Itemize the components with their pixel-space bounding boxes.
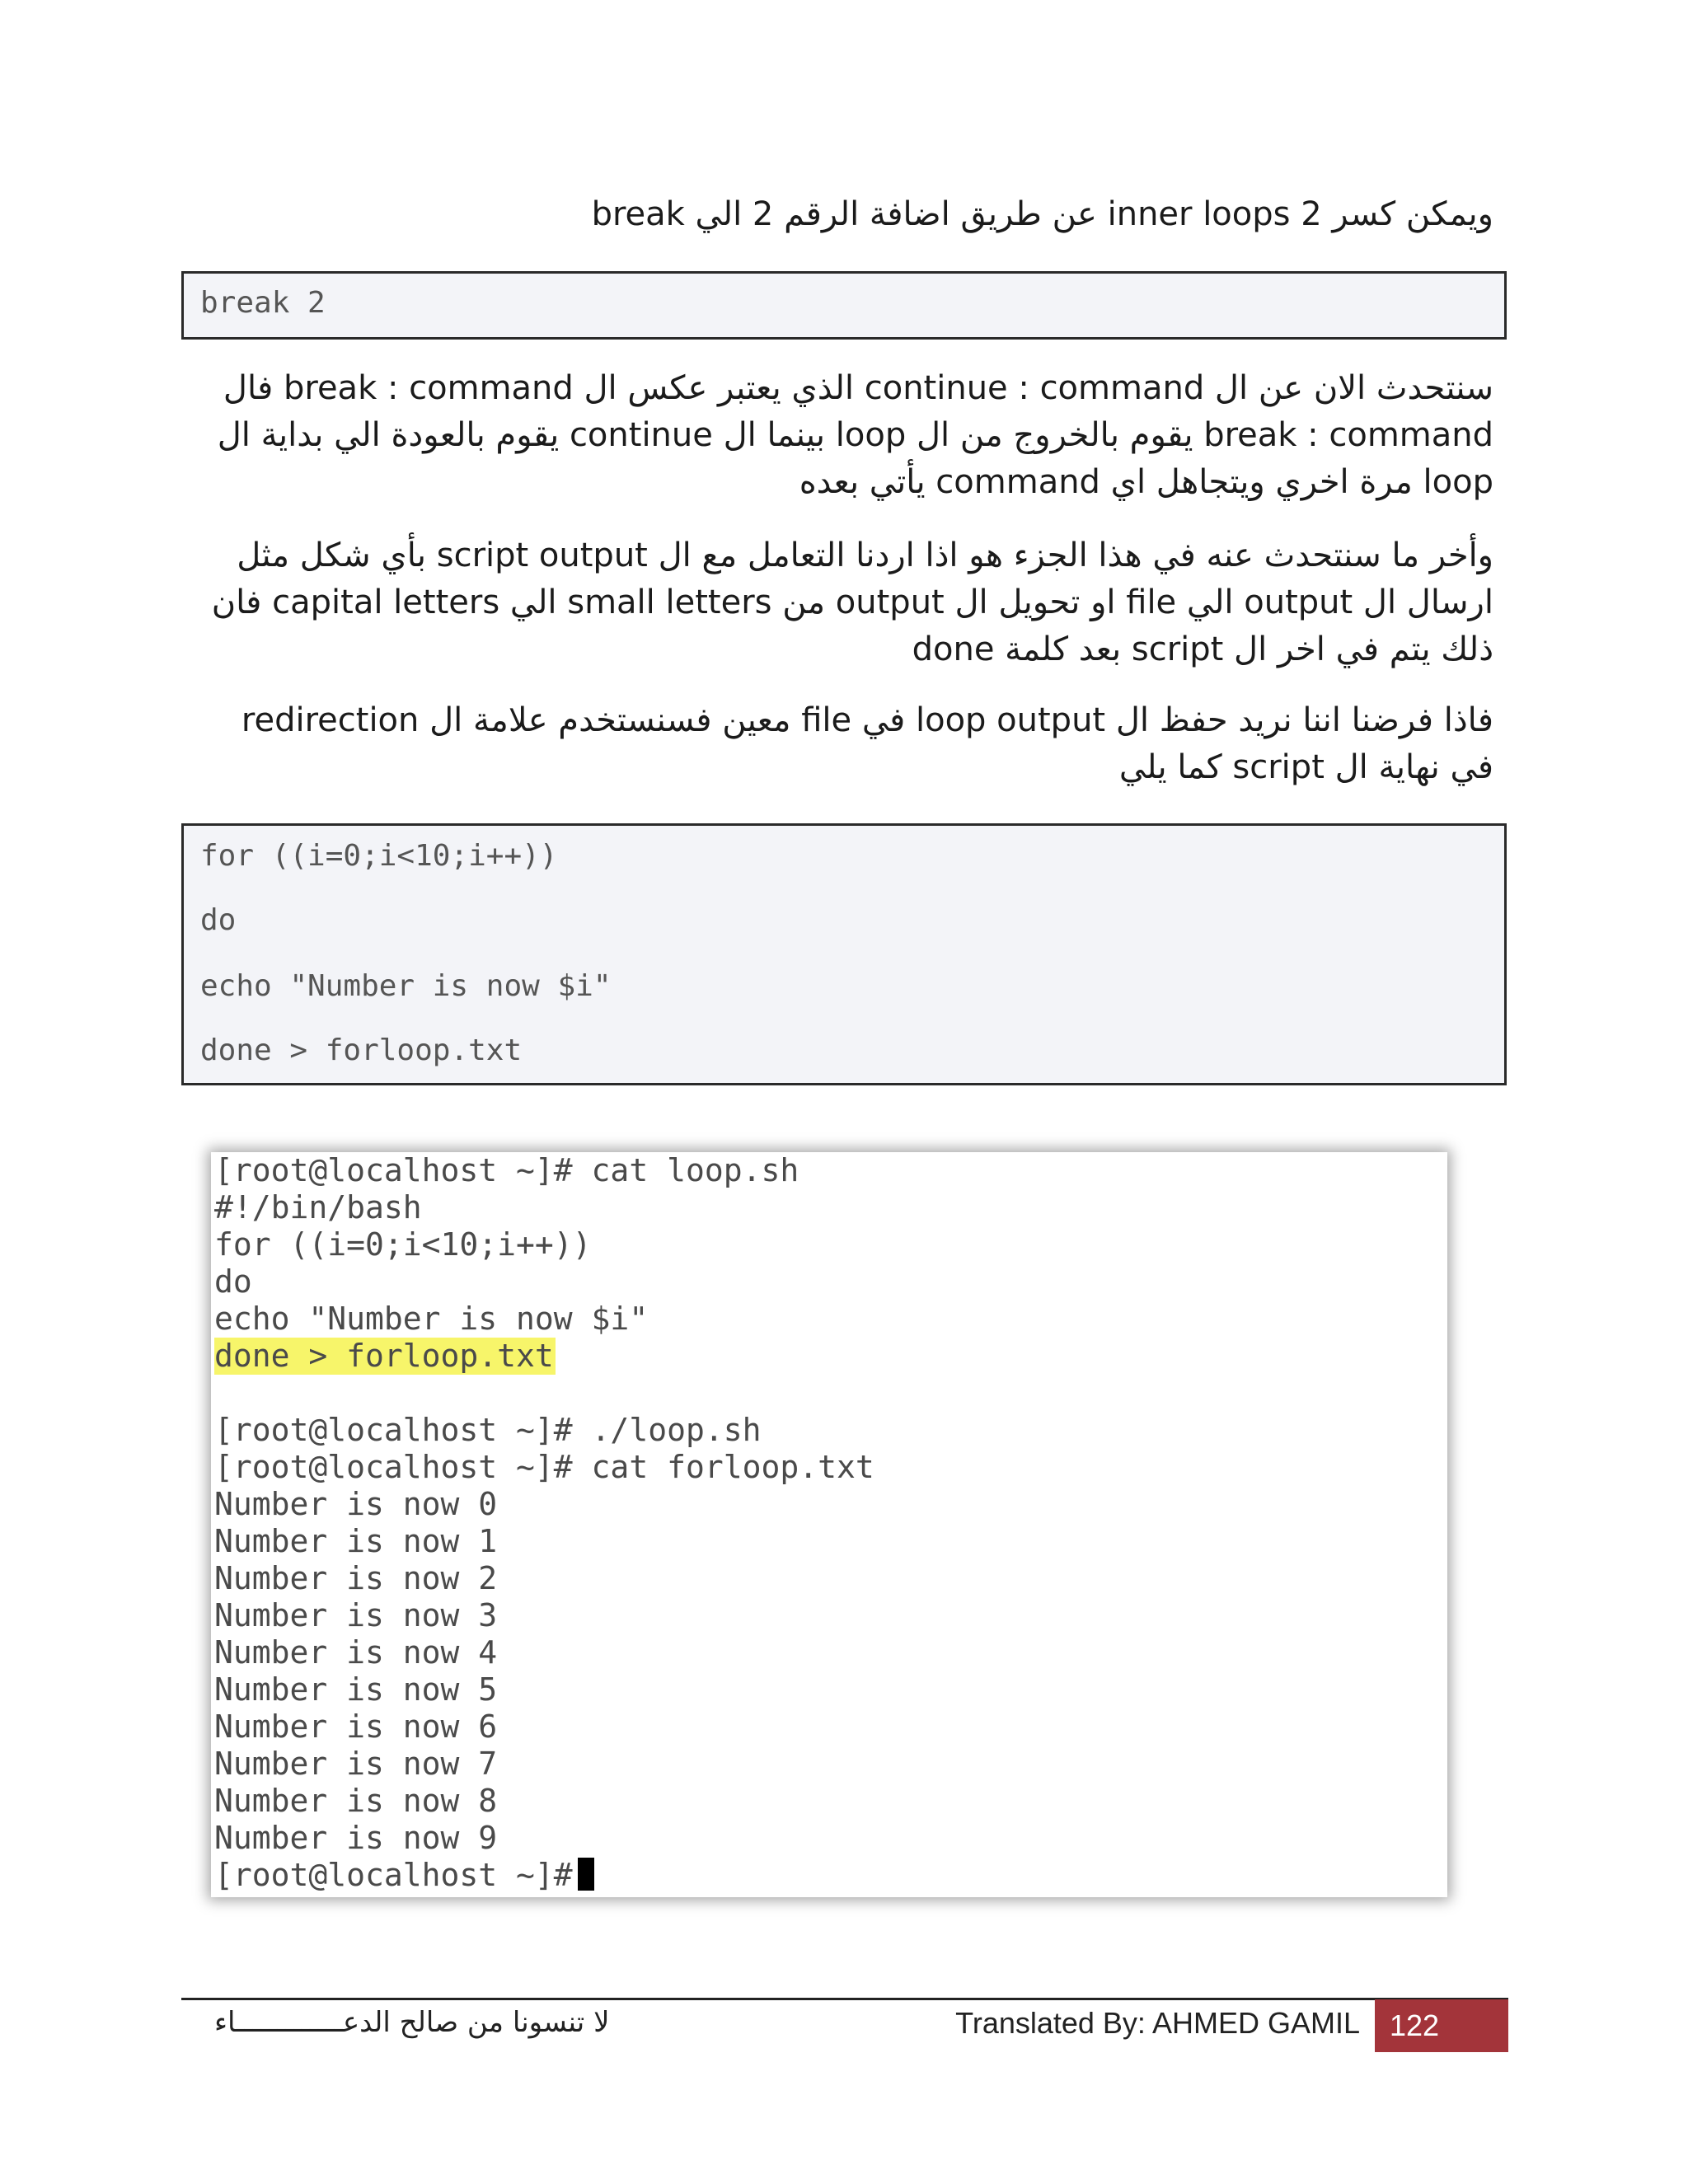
paragraph-4 <box>231 697 1493 791</box>
paragraph-2 <box>217 365 1493 506</box>
footer-rule <box>181 1998 1508 2000</box>
code-line: for ((i=0;i<10;i++)) <box>200 839 558 873</box>
terminal-line: echo "Number is now $i" <box>214 1301 649 1337</box>
footer-credit: Translated By: AHMED GAMIL <box>955 2006 1360 2040</box>
terminal-prompt-line <box>214 1857 594 1894</box>
code-block-break <box>181 271 1507 340</box>
terminal-cursor <box>578 1858 594 1891</box>
code-block-for-loop <box>181 823 1507 1085</box>
terminal-line: Number is now 1 <box>214 1523 498 1559</box>
terminal-line: [root@localhost ~]# ./loop.sh <box>214 1412 762 1448</box>
code-line: echo "Number is now $i" <box>200 969 612 1003</box>
code-line: do <box>200 903 237 937</box>
terminal-line: Number is now 5 <box>214 1671 498 1708</box>
code-line: break 2 <box>200 286 326 320</box>
footer-arabic-text: لا تنسونا من صالح الدعـــــــــــــاء <box>214 2006 610 2039</box>
code-line: done > forloop.txt <box>200 1033 523 1067</box>
terminal-line: [root@localhost ~]# cat forloop.txt <box>214 1449 874 1485</box>
paragraph-line: وأخر ما سنتحدث عنه في هذا الجزء هو اذا اردنا التعامل مع ال script output بأي شكل مثل <box>237 537 1493 574</box>
page-number: 122 <box>1375 1999 1508 2052</box>
paragraph-1 <box>231 191 1493 238</box>
paragraph-line: ارسال ال output الي file او تحويل ال output من small letters الي capital letters فان <box>211 583 1493 621</box>
terminal-line: Number is now 3 <box>214 1597 498 1633</box>
terminal-line: #!/bin/bash <box>214 1189 422 1226</box>
paragraph-line: break : command يقوم بالخروج من ال loop بينما ال continue يقوم بالعودة الي بداية ال <box>217 416 1493 454</box>
terminal-line: Number is now 0 <box>214 1486 498 1522</box>
terminal-line: [root@localhost ~]# cat loop.sh <box>214 1152 799 1188</box>
terminal-line: Number is now 6 <box>214 1708 498 1745</box>
paragraph-3 <box>211 532 1493 673</box>
paragraph-line: ويمكن كسر inner loops 2 عن طريق اضافة الرقم 2 الي break <box>591 195 1493 233</box>
terminal-screenshot <box>211 1152 1447 1897</box>
terminal-line: Number is now 7 <box>214 1746 498 1782</box>
terminal-line: Number is now 2 <box>214 1560 498 1596</box>
terminal-line: Number is now 4 <box>214 1634 498 1671</box>
terminal-prompt: [root@localhost ~]# <box>214 1857 573 1893</box>
terminal-line: Number is now 9 <box>214 1820 498 1856</box>
terminal-line: Number is now 8 <box>214 1783 498 1819</box>
terminal-line: do <box>214 1263 252 1300</box>
paragraph-line: loop مرة اخري ويتجاهل اي command يأتي بعده <box>799 463 1493 501</box>
paragraph-line: في نهاية ال script كما يلي <box>1118 748 1493 786</box>
terminal-line: for ((i=0;i<10;i++)) <box>214 1226 592 1263</box>
paragraph-line: سنتحدث الان عن ال continue : command الذي يعتبر عكس ال break : command فال <box>223 369 1493 407</box>
terminal-line-highlighted: done > forloop.txt <box>214 1338 554 1374</box>
paragraph-line: فاذا فرضنا اننا نريد حفظ ال loop output في file معين فسنستخدم علامة ال redirection <box>241 701 1493 739</box>
paragraph-line: ذلك يتم في اخر ال script بعد كلمة done <box>912 630 1493 668</box>
